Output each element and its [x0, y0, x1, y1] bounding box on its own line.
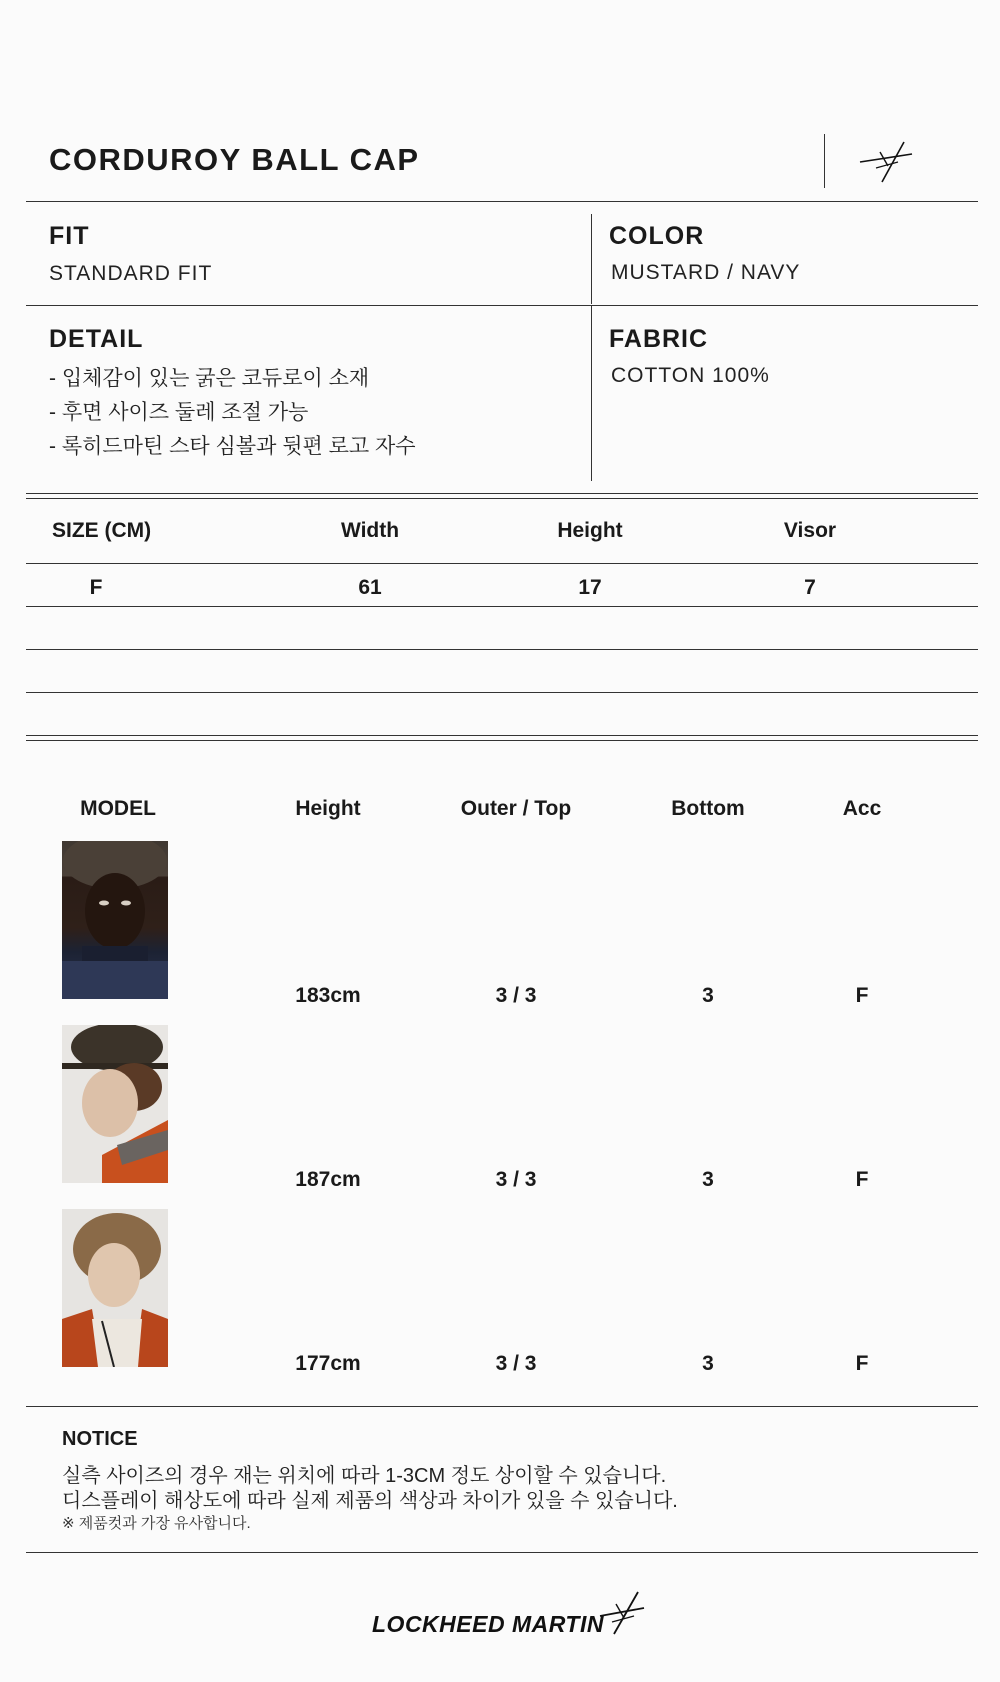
notice-small: ※ 제품컷과 가장 유사합니다.	[62, 1515, 251, 1532]
product-title: CORDUROY BALL CAP	[49, 142, 420, 177]
header-divider	[824, 134, 825, 188]
divider	[26, 692, 978, 693]
detail-item: - 후면 사이즈 둘레 조절 가능	[49, 401, 309, 424]
divider	[26, 498, 978, 499]
notice-line: 실측 사이즈의 경우 재는 위치에 따라 1-3CM 정도 상이할 수 있습니다.	[62, 1465, 667, 1487]
size-header: SIZE (CM)	[52, 519, 152, 542]
model-photo-2	[62, 1025, 168, 1183]
width-cell: 61	[358, 576, 382, 599]
visor-header: Visor	[783, 519, 837, 542]
star-logo-icon	[598, 1590, 646, 1636]
model-header: MODEL	[80, 797, 156, 820]
fabric-value: COTTON 100%	[611, 364, 770, 387]
model-photo-3	[62, 1209, 168, 1367]
acc-header: Acc	[842, 797, 882, 820]
fabric-label: FABRIC	[609, 325, 709, 353]
outer-top-cell: 3 / 3	[495, 1168, 537, 1191]
column-divider	[591, 305, 592, 481]
detail-label: DETAIL	[49, 325, 144, 353]
divider	[26, 563, 978, 564]
bottom-cell: 3	[702, 1352, 714, 1375]
acc-cell: F	[855, 1352, 869, 1375]
bottom-cell: 3	[702, 984, 714, 1007]
divider	[26, 649, 978, 650]
bottom-cell: 3	[702, 1168, 714, 1191]
notice-line: 디스플레이 해상도에 따라 실제 제품의 색상과 차이가 있을 수 있습니다.	[62, 1490, 678, 1512]
model-photo-1	[62, 841, 168, 999]
brand-logo-text: LOCKHEED MARTIN	[372, 1611, 604, 1637]
divider	[26, 493, 978, 494]
bottom-header: Bottom	[671, 797, 745, 820]
color-label: COLOR	[609, 222, 705, 250]
detail-item: - 록히드마틴 스타 심볼과 뒷편 로고 자수	[49, 435, 416, 458]
notice-title: NOTICE	[62, 1428, 138, 1450]
outer-top-cell: 3 / 3	[495, 1352, 537, 1375]
divider	[26, 305, 978, 306]
divider	[26, 1406, 978, 1407]
divider	[26, 1552, 978, 1553]
width-header: Width	[340, 519, 400, 542]
divider	[26, 201, 978, 202]
fit-label: FIT	[49, 222, 90, 250]
outer-top-cell: 3 / 3	[495, 984, 537, 1007]
height-header: Height	[557, 519, 623, 542]
model-height-header: Height	[295, 797, 361, 820]
divider	[26, 606, 978, 607]
star-logo-icon	[858, 138, 914, 184]
color-value: MUSTARD / NAVY	[611, 261, 801, 284]
fit-value: STANDARD FIT	[49, 262, 213, 285]
column-divider	[591, 214, 592, 304]
size-cell: F	[89, 576, 103, 599]
model-height-cell: 187cm	[295, 1168, 361, 1191]
detail-list	[49, 362, 416, 464]
model-height-cell: 177cm	[295, 1352, 361, 1375]
divider	[26, 735, 978, 736]
model-height-cell: 183cm	[295, 984, 361, 1007]
outer-top-header: Outer / Top	[460, 797, 572, 820]
detail-item: - 입체감이 있는 굵은 코듀로이 소재	[49, 367, 370, 390]
height-cell: 17	[578, 576, 602, 599]
divider	[26, 740, 978, 741]
acc-cell: F	[855, 984, 869, 1007]
acc-cell: F	[855, 1168, 869, 1191]
visor-cell: 7	[804, 576, 816, 599]
